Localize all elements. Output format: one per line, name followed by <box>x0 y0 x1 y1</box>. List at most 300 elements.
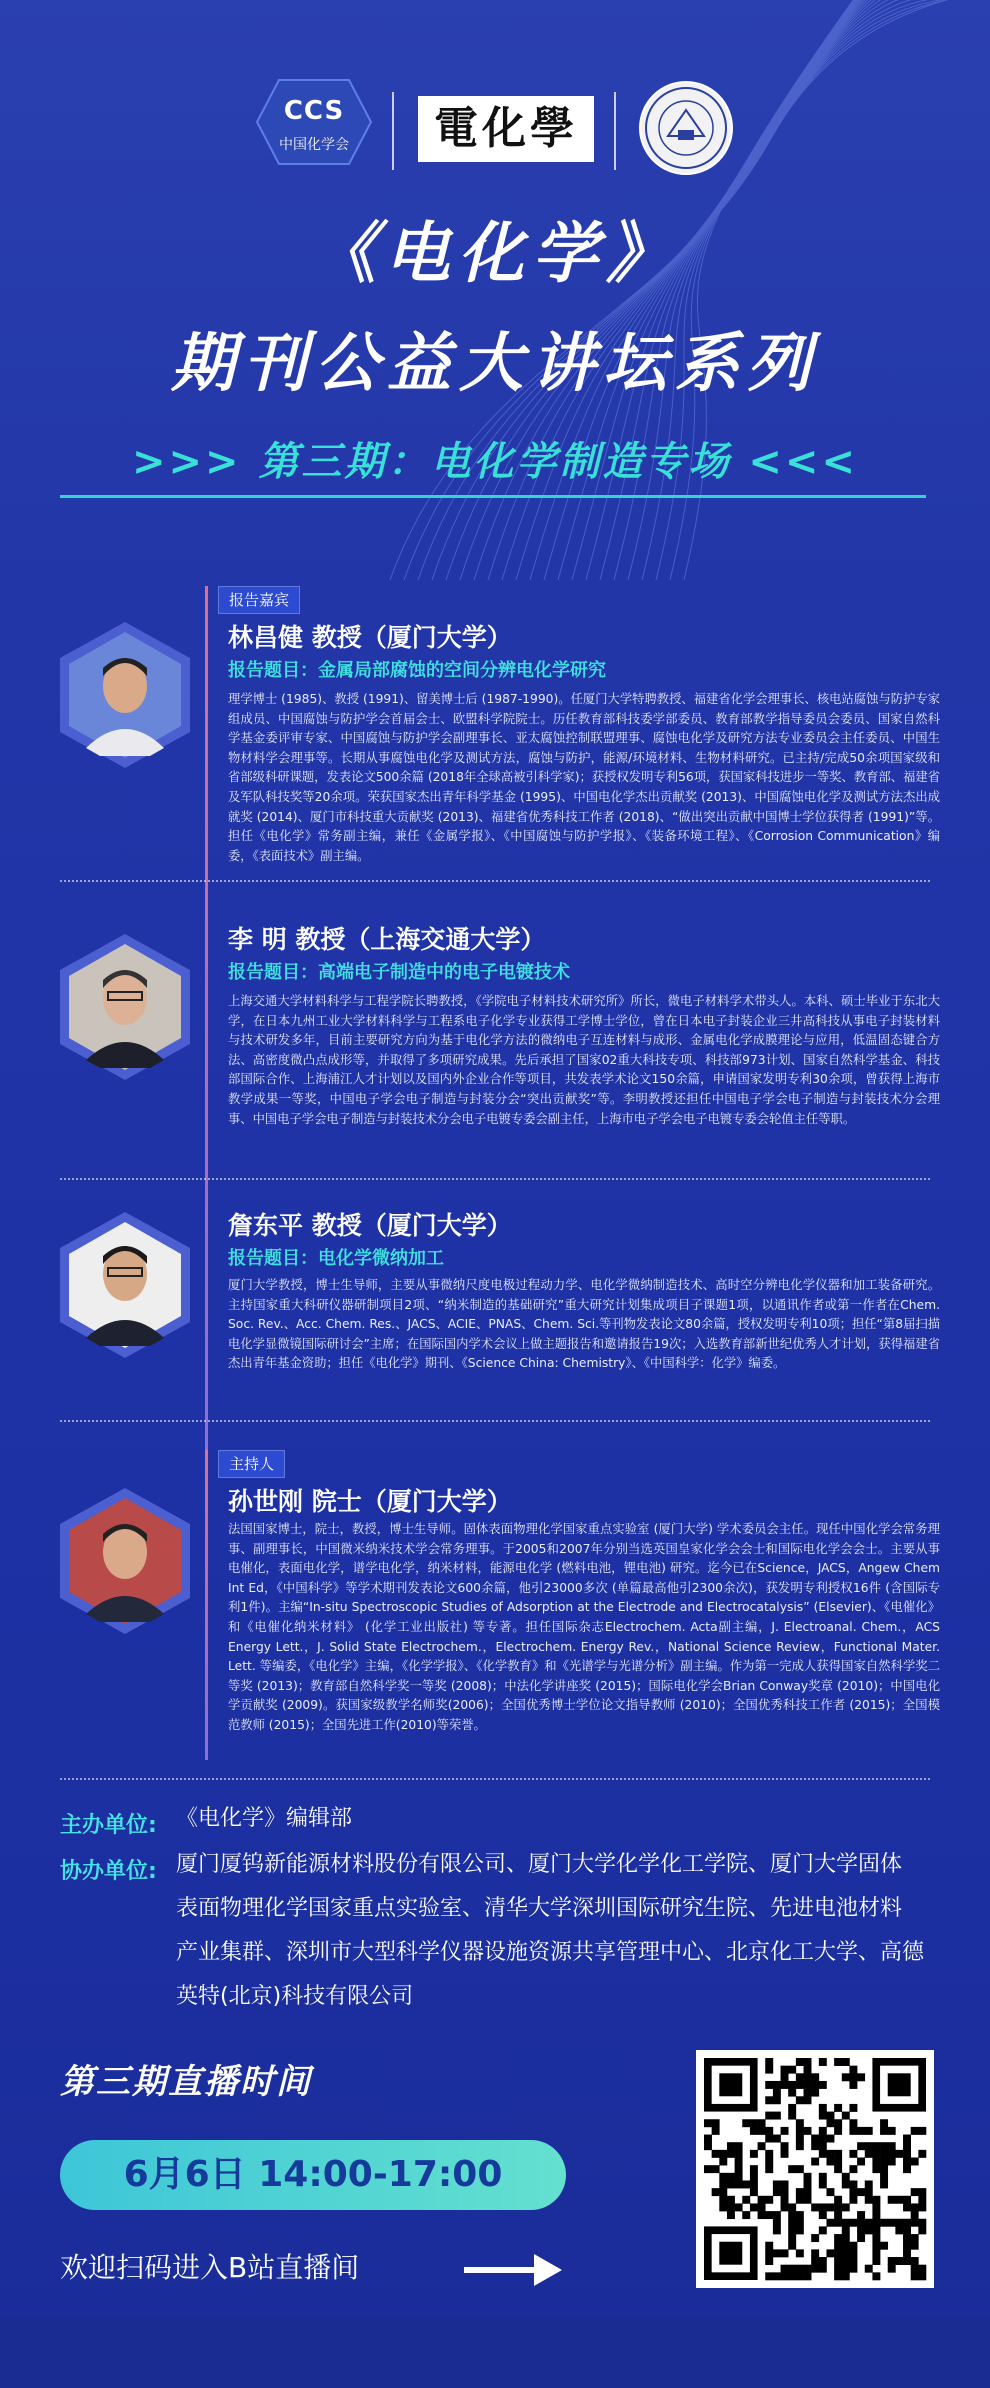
qr-module <box>849 2188 857 2196</box>
qr-module <box>842 2058 850 2066</box>
qr-module <box>834 2165 842 2173</box>
qr-module <box>781 2203 789 2211</box>
qr-module <box>842 2234 850 2242</box>
qr-module <box>857 2158 865 2166</box>
qr-module <box>765 2150 773 2158</box>
qr-module <box>842 2073 850 2081</box>
qr-module <box>903 2234 911 2242</box>
qr-module <box>849 2265 857 2273</box>
qr-module <box>712 2165 720 2173</box>
qr-module <box>903 2203 911 2211</box>
qr-module <box>865 2150 873 2158</box>
qr-module <box>773 2188 781 2196</box>
speaker-topic: 报告题目：金属局部腐蚀的空间分辨电化学研究 <box>228 660 606 681</box>
qr-module <box>811 2265 819 2273</box>
co-organizer-line: 厦门厦钨新能源材料股份有限公司、厦门大学化学化工学院、厦门大学固体 <box>176 1852 903 1877</box>
qr-module <box>719 2242 742 2265</box>
qr-module <box>773 2081 781 2089</box>
qr-module <box>834 2242 842 2250</box>
qr-module <box>804 2081 812 2089</box>
live-time: 6月6日 14:00-17:00 <box>123 2154 503 2195</box>
qr-module <box>872 2226 880 2234</box>
qr-module <box>796 2188 804 2196</box>
qr-module <box>773 2112 781 2120</box>
qr-module <box>781 2188 789 2196</box>
qr-module <box>849 2119 857 2127</box>
qr-module <box>765 2058 773 2066</box>
live-time-bar <box>60 2140 566 2210</box>
qr-module <box>842 2272 850 2280</box>
qr-module <box>773 2226 781 2234</box>
qr-module <box>758 2203 766 2211</box>
qr-module <box>811 2257 819 2265</box>
qr-module <box>834 2211 842 2219</box>
qr-module <box>880 2242 888 2250</box>
qr-module <box>834 2158 842 2166</box>
qr-module <box>727 2142 735 2150</box>
qr-module <box>765 2066 773 2074</box>
qr-module <box>826 2135 834 2143</box>
qr-module <box>719 2150 727 2158</box>
qr-module <box>903 2158 911 2166</box>
qr-module <box>788 2066 796 2074</box>
qr-module <box>758 2196 766 2204</box>
university-seal <box>638 80 734 176</box>
qr-module <box>834 2104 842 2112</box>
qr-module <box>765 2112 773 2120</box>
qr-module <box>849 2249 857 2257</box>
speaker-bio: 厦门大学教授，博士生导师，主要从事微纳尺度电极过程动力学、电化学微纳制造技术、高时空分辨电化学仪器和加工装备研究。主持国家重大科研仪器研制项目2项、“纳米制造的基础研究”重大研究计划集成项目子课题1项，以通讯作者或第一作者在Chem. Soc. Rev.、Acc. Chem. Res.、JACS、ACIE、PNAS、Chem. Sci.等刊物发表论文80余篇，授权发明专利10项；担任“第8届扫描电化学显微镜国际研讨会”主席；在国际国内学术会议上做主题报告和邀请报告19次；入选教育部新世纪优秀人才计划，获得福建省杰出青年基金资助；担任《电化学》期刊、《Science China: Chemistry》、《中国科学：化学》编委。 <box>228 1278 940 1371</box>
qr-module <box>849 2127 857 2135</box>
qr-module <box>750 2165 758 2173</box>
qr-module <box>811 2142 819 2150</box>
qr-module <box>918 2272 926 2280</box>
qr-module <box>918 2203 926 2211</box>
qr-module <box>819 2211 827 2219</box>
qr-module <box>704 2165 712 2173</box>
qr-module <box>750 2203 758 2211</box>
qr-module <box>834 2234 842 2242</box>
qr-module <box>796 2196 804 2204</box>
qr-module <box>888 2142 896 2150</box>
qr-module <box>735 2158 743 2166</box>
qr-module <box>857 2211 865 2219</box>
qr-module <box>750 2173 758 2181</box>
qr-module <box>796 2165 804 2173</box>
speaker-name: 詹东平 教授（厦门大学） <box>228 1211 512 1240</box>
qr-module <box>834 2119 842 2127</box>
qr-module <box>804 2058 812 2066</box>
qr-module <box>872 2257 880 2265</box>
qr-module <box>911 2272 919 2280</box>
qr-module <box>727 2203 735 2211</box>
qr-module <box>834 2257 842 2265</box>
qr-module <box>819 2265 827 2273</box>
qr-module <box>880 2150 888 2158</box>
qr-module <box>781 2081 789 2089</box>
qr-module <box>788 2165 796 2173</box>
qr-module <box>796 2127 804 2135</box>
qr-module <box>788 2112 796 2120</box>
co-organizer-label: 协办单位: <box>60 1859 157 1884</box>
qr-module <box>903 2219 911 2227</box>
journal-logo: 電化學 <box>418 96 594 162</box>
qr-module <box>796 2272 804 2280</box>
qr-module <box>712 2188 720 2196</box>
qr-module <box>872 2142 880 2150</box>
qr-module <box>819 2058 827 2066</box>
qr-module <box>872 2242 880 2250</box>
qr-module <box>911 2257 919 2265</box>
speakers-accent-line <box>205 586 208 1456</box>
qr-module <box>758 2119 766 2127</box>
qr-module <box>796 2211 804 2219</box>
qr-module <box>865 2226 873 2234</box>
qr-module <box>888 2127 896 2135</box>
qr-module <box>880 2219 888 2227</box>
qr-module <box>872 2219 880 2227</box>
qr-module <box>819 2203 827 2211</box>
qr-module <box>849 2073 857 2081</box>
qr-module <box>781 2142 789 2150</box>
speaker-name: 李 明 教授（上海交通大学） <box>228 925 546 954</box>
qr-module <box>895 2219 903 2227</box>
section-divider <box>60 1778 930 1780</box>
qr-module <box>727 2150 735 2158</box>
qr-module <box>834 2058 842 2066</box>
qr-module <box>903 2257 911 2265</box>
qr-code[interactable] <box>696 2050 934 2288</box>
qr-module <box>765 2158 773 2166</box>
qr-module <box>842 2265 850 2273</box>
qr-module <box>765 2249 773 2257</box>
qr-module <box>804 2188 812 2196</box>
qr-module <box>796 2226 804 2234</box>
speaker-name: 林昌健 教授（厦门大学） <box>228 623 512 652</box>
qr-module <box>811 2073 819 2081</box>
qr-module <box>750 2150 758 2158</box>
qr-module <box>872 2203 880 2211</box>
qr-module <box>865 2188 873 2196</box>
divider <box>614 92 616 170</box>
qr-module <box>773 2219 781 2227</box>
qr-module <box>918 2219 926 2227</box>
organizer-value: 《电化学》编辑部 <box>176 1806 353 1831</box>
qr-module <box>811 2135 819 2143</box>
qr-module <box>918 2150 926 2158</box>
qr-module <box>849 2165 857 2173</box>
qr-module <box>819 2127 827 2135</box>
qr-module <box>872 2211 880 2219</box>
qr-module <box>796 2135 804 2143</box>
ccs-name: 中国化学会 <box>279 137 349 153</box>
qr-module <box>826 2188 834 2196</box>
speakers-tag: 报告嘉宾 <box>218 586 300 614</box>
qr-module <box>765 2272 773 2280</box>
qr-module <box>719 2073 742 2096</box>
qr-module <box>911 2234 919 2242</box>
qr-module <box>712 2150 720 2158</box>
qr-module <box>834 2127 842 2135</box>
qr-module <box>819 2173 827 2181</box>
qr-module <box>796 2119 804 2127</box>
qr-module <box>826 2119 834 2127</box>
qr-module <box>781 2066 789 2074</box>
qr-module <box>857 2127 865 2135</box>
qr-module <box>804 2173 812 2181</box>
qr-module <box>849 2081 857 2089</box>
qr-module <box>719 2173 727 2181</box>
qr-module <box>918 2196 926 2204</box>
qr-module <box>888 2150 896 2158</box>
qr-module <box>880 2173 888 2181</box>
qr-module <box>903 2242 911 2250</box>
qr-module <box>880 2119 888 2127</box>
qr-module <box>895 2226 903 2234</box>
qr-module <box>842 2257 850 2265</box>
qr-module <box>888 2158 896 2166</box>
qr-module <box>727 2211 735 2219</box>
qr-module <box>788 2272 796 2280</box>
qr-module <box>773 2089 781 2097</box>
qr-module <box>826 2249 834 2257</box>
host-photo <box>50 1486 200 1636</box>
qr-module <box>903 2135 911 2143</box>
qr-module <box>842 2112 850 2120</box>
qr-module <box>834 2203 842 2211</box>
qr-module <box>765 2242 773 2250</box>
qr-module <box>735 2150 743 2158</box>
co-organizer-line: 产业集群、深圳市大型科学仪器设施资源共享管理中心、北京化工大学、高德 <box>176 1940 925 1965</box>
title-series: 期刊公益大讲坛系列 <box>171 327 819 401</box>
qr-module <box>903 2196 911 2204</box>
qr-module <box>742 2196 750 2204</box>
qr-module <box>811 2089 819 2097</box>
qr-module <box>719 2180 727 2188</box>
arrow-right-icon <box>464 2250 564 2290</box>
qr-module <box>880 2180 888 2188</box>
qr-module <box>811 2081 819 2089</box>
qr-module <box>727 2180 735 2188</box>
qr-module <box>849 2242 857 2250</box>
host-accent-line <box>205 1450 208 1760</box>
qr-module <box>804 2089 812 2097</box>
qr-module <box>712 2127 720 2135</box>
qr-module <box>735 2203 743 2211</box>
qr-module <box>704 2119 712 2127</box>
qr-module <box>872 2165 880 2173</box>
qr-module <box>796 2142 804 2150</box>
qr-module <box>819 2257 827 2265</box>
qr-module <box>804 2196 812 2204</box>
qr-module <box>865 2196 873 2204</box>
title-journal: 《电化学》 <box>310 215 680 292</box>
qr-module <box>911 2203 919 2211</box>
qr-module <box>826 2158 834 2166</box>
qr-module <box>765 2196 773 2204</box>
qr-module <box>826 2219 834 2227</box>
qr-module <box>781 2073 789 2081</box>
qr-module <box>788 2242 796 2250</box>
qr-module <box>842 2173 850 2181</box>
qr-module <box>857 2219 865 2227</box>
qr-module <box>903 2142 911 2150</box>
qr-module <box>895 2257 903 2265</box>
qr-module <box>842 2203 850 2211</box>
qr-module <box>719 2158 727 2166</box>
qr-module <box>880 2142 888 2150</box>
qr-module <box>788 2089 796 2097</box>
organizer-label: 主办单位: <box>60 1813 157 1838</box>
qr-module <box>788 2219 796 2227</box>
subtitle-session: >>> 第三期：电化学制造专场 <<< <box>132 439 858 485</box>
qr-module <box>865 2180 873 2188</box>
qr-module <box>895 2196 903 2204</box>
qr-module <box>880 2165 888 2173</box>
qr-module <box>911 2211 919 2219</box>
qr-module <box>788 2211 796 2219</box>
qr-module <box>857 2226 865 2234</box>
qr-module <box>796 2081 804 2089</box>
qr-module <box>849 2257 857 2265</box>
host-bio: 法国国家博士，院士，教授，博士生导师。固体表面物理化学国家重点实验室 (厦门大学) 学术委员会主任。现任中国化学会常务理事、副理事长，中国微米纳米技术学会常务理事。于2005和2007年分别当选英国皇家化学会会士和国际电化学会会士。主要从事电催化，表面电化学，谱学电化学，纳米材料，能源电化学 (燃料电池，锂电池) 研究。迄今已在Science，JACS，Angew Chem Int Ed，《中国科学》等学术期刊发表论文600余篇，他引23000多次 (单篇最高他引2300余次)，获发明专利授权16件 (含国际专利1件)。主编“In-situ Spectroscopic Studies of Adsorption at the Electrode and Electrocatalysis” (Elsevier)、《电催化》和《电催化纳米材料》 (化学工业出版社) 等专著。担任国际杂志Electrochem. Acta副主编，J. Electroanal. Chem.，ACS Energy Lett.，J. Solid State Electrochem.，Electrochem. Energy Rev.，National Science Review，Functional Mater. Lett. 等编委，《电化学》主编，《化学学报》、《化学教育》和《光谱学与光谱分析》副主编。作为第一完成人获得国家自然科学奖二等奖 (2013)；教育部自然科学奖一等奖 (2008)；中法化学讲座奖 (2015)；国际电化学会Brian Conway奖章 (2010)；中国电化学贡献奖 (2009)。获国家级教学名师奖(2006)；全国优秀博士学位论文指导教师 (2010)；全国优秀科技工作者 (2015)；全国模范教师 (2015)；全国先进工作(2010)等荣誉。 <box>228 1522 940 1732</box>
qr-module <box>811 2234 819 2242</box>
qr-module <box>834 2219 842 2227</box>
qr-module <box>804 2066 812 2074</box>
qr-module <box>765 2165 773 2173</box>
qr-module <box>865 2219 873 2227</box>
qr-module <box>842 2242 850 2250</box>
divider <box>392 92 394 170</box>
qr-module <box>842 2226 850 2234</box>
speaker-topic: 报告题目：高端电子制造中的电子电镀技术 <box>228 962 570 983</box>
qr-module <box>834 2272 842 2280</box>
qr-module <box>735 2180 743 2188</box>
qr-module <box>872 2196 880 2204</box>
qr-module <box>735 2142 743 2150</box>
qr-module <box>819 2226 827 2234</box>
speaker-topic: 报告题目：电化学微纳加工 <box>228 1248 444 1269</box>
qr-module <box>826 2150 834 2158</box>
qr-module <box>903 2165 911 2173</box>
qr-module <box>826 2112 834 2120</box>
qr-module <box>857 2073 865 2081</box>
qr-module <box>765 2127 773 2135</box>
co-organizer-line: 表面物理化学国家重点实验室、清华大学深圳国际研究生院、先进电池材料 <box>176 1896 903 1921</box>
qr-module <box>758 2127 766 2135</box>
qr-module <box>911 2219 919 2227</box>
qr-module <box>911 2158 919 2166</box>
qr-module <box>773 2211 781 2219</box>
qr-module <box>804 2127 812 2135</box>
qr-module <box>712 2119 720 2127</box>
bottom-bar <box>0 2318 990 2388</box>
qr-module <box>826 2203 834 2211</box>
qr-module <box>788 2226 796 2234</box>
qr-module <box>849 2219 857 2227</box>
qr-module <box>704 2142 712 2150</box>
qr-module <box>804 2180 812 2188</box>
qr-module <box>834 2249 842 2257</box>
qr-module <box>804 2096 812 2104</box>
qr-module <box>849 2180 857 2188</box>
qr-module <box>865 2127 873 2135</box>
speaker-bio: 理学博士 (1985)、教授 (1991)、留美博士后 (1987-1990)。任厦门大学特聘教授、福建省化学会理事长、核电站腐蚀与防护专家组成员、中国腐蚀与防护学会首届会士、欧盟科学院院士。历任教育部科技委学部委员、教育部教学指导委员会委员、国家自然科学基金委评审专家、中国腐蚀与防护学会副理事长、亚太腐蚀控制联盟理事、腐蚀电化学及研究方法专业委员会主任委员、中国生物材料学会理事等。长期从事腐蚀电化学及测试方法，腐蚀与防护，能源/环境材料、生物材料研究。已主持/完成50余项国家级和省部级科研课题，发表论文500余篇 (2018年全球高被引科学家)；获授权发明专利56项，获国家科技进步一等奖、教育部、福建省及军队科技奖等20余项。荣获国家杰出青年科学基金 (1995)、中国电化学杰出贡献奖 (2013)、中国腐蚀电化学及测试方法杰出成就奖 (2014)、厦门市科技重大贡献奖 (2013)、福建省优秀科技工作者 (2018)、“做出突出贡献中国博士学位获得者 (1991)”等。担任《电化学》常务副主编，兼任《金属学报》、《中国腐蚀与防护学报》、《装备环境工程》、《Corrosion Communication》编委，《表面技术》副主编。 <box>228 692 940 863</box>
qr-module <box>888 2073 911 2096</box>
qr-module <box>834 2196 842 2204</box>
qr-module <box>872 2272 880 2280</box>
qr-module <box>742 2211 750 2219</box>
qr-module <box>880 2127 888 2135</box>
qr-module <box>903 2249 911 2257</box>
ccs-abbr: CCS <box>283 96 345 126</box>
qr-module <box>781 2265 789 2273</box>
qr-module <box>857 2188 865 2196</box>
qr-module <box>773 2135 781 2143</box>
qr-module <box>888 2265 896 2273</box>
qr-module <box>888 2196 896 2204</box>
qr-module <box>811 2249 819 2257</box>
qr-module <box>819 2150 827 2158</box>
qr-module <box>781 2249 789 2257</box>
qr-module <box>918 2226 926 2234</box>
title-underline <box>60 495 926 498</box>
qr-module <box>911 2188 919 2196</box>
qr-module <box>704 2135 712 2143</box>
qr-module <box>727 2196 735 2204</box>
qr-module <box>750 2119 758 2127</box>
qr-module <box>872 2234 880 2242</box>
qr-module <box>849 2150 857 2158</box>
qr-module <box>811 2203 819 2211</box>
qr-module <box>788 2265 796 2273</box>
qr-module <box>788 2203 796 2211</box>
scan-prompt: 欢迎扫码进入B站直播间 <box>60 2251 360 2284</box>
section-divider <box>60 880 930 882</box>
section-divider <box>60 1420 930 1422</box>
qr-module <box>849 2066 857 2074</box>
speaker-photo <box>50 620 200 770</box>
qr-module <box>842 2180 850 2188</box>
qr-module <box>765 2081 773 2089</box>
qr-module <box>796 2058 804 2066</box>
qr-module <box>773 2272 781 2280</box>
qr-module <box>911 2127 919 2135</box>
qr-module <box>765 2096 773 2104</box>
qr-module <box>781 2180 789 2188</box>
ccs-logo <box>255 78 373 166</box>
qr-module <box>742 2119 750 2127</box>
qr-module <box>888 2219 896 2227</box>
qr-module <box>872 2150 880 2158</box>
qr-module <box>788 2104 796 2112</box>
qr-module <box>796 2096 804 2104</box>
qr-module <box>819 2135 827 2143</box>
qr-module <box>719 2188 727 2196</box>
qr-module <box>911 2265 919 2273</box>
qr-module <box>758 2211 766 2219</box>
qr-module <box>781 2150 789 2158</box>
qr-module <box>750 2188 758 2196</box>
qr-module <box>857 2142 865 2150</box>
qr-module <box>842 2249 850 2257</box>
qr-module <box>895 2150 903 2158</box>
qr-module <box>903 2150 911 2158</box>
co-organizer-line: 英特(北京)科技有限公司 <box>176 1984 414 2009</box>
qr-module <box>773 2096 781 2104</box>
qr-module <box>865 2142 873 2150</box>
qr-module <box>849 2196 857 2204</box>
